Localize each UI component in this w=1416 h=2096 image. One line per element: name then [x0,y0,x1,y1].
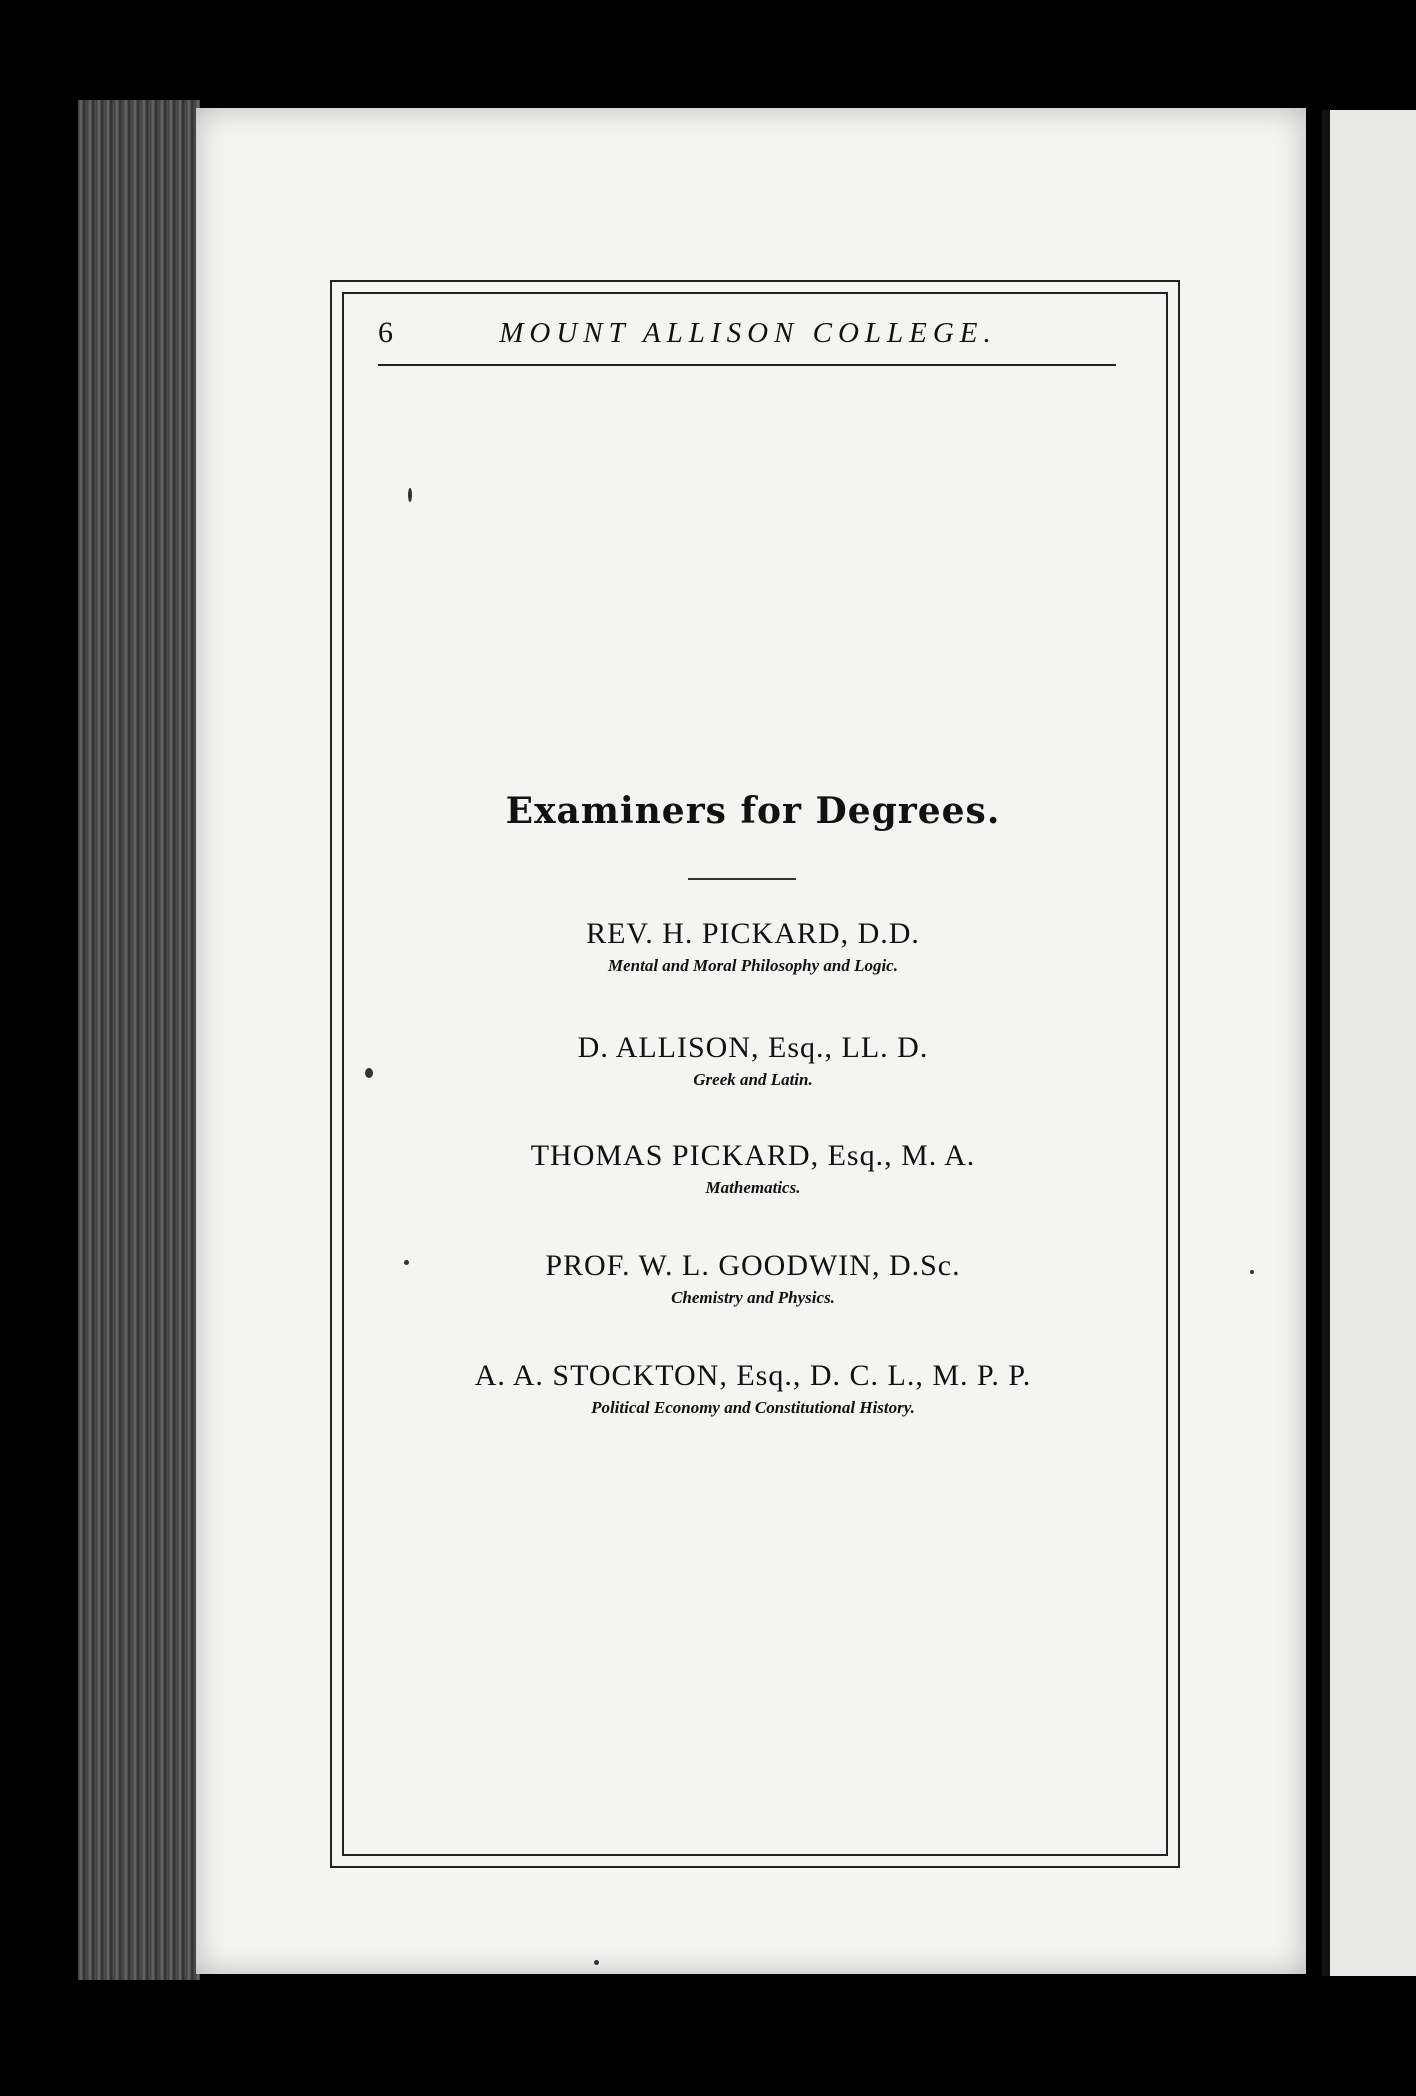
page-number: 6 [378,316,393,349]
examiner-entry [340,1248,1166,1310]
examiner-entry [340,1138,1166,1200]
scan-speck [594,1960,599,1965]
adjacent-page-edge [1322,110,1416,1976]
examiner-subject: Mathematics. [705,1178,801,1197]
running-title: MOUNT ALLISON COLLEGE. [499,316,997,349]
examiner-entry [340,1358,1166,1420]
examiner-entry [340,916,1166,978]
examiner-name: D. ALLISON, Esq., LL. D. [577,1031,929,1064]
examiner-name: REV. H. PICKARD, D.D. [586,917,920,950]
scan-speck [365,1068,373,1078]
examiner-subject: Greek and Latin. [693,1070,813,1089]
examiner-subject: Chemistry and Physics. [671,1288,835,1307]
scan-speck [404,1260,409,1265]
section-title: Examiners for Degrees. [505,790,1001,832]
scan-speck [408,488,412,502]
examiner-name: THOMAS PICKARD, Esq., M. A. [530,1139,976,1172]
examiner-entry [340,1030,1166,1092]
examiner-subject: Political Economy and Constitutional History. [591,1398,915,1417]
examiner-name: PROF. W. L. GOODWIN, D.Sc. [545,1249,961,1282]
examiner-name: A. A. STOCKTON, Esq., D. C. L., M. P. P. [474,1359,1032,1392]
header-rule [378,364,1116,366]
running-header [378,308,1118,358]
book-page-edges [78,100,200,1980]
examiner-subject: Mental and Moral Philosophy and Logic. [608,956,898,975]
title-rule [688,878,796,880]
scan-speck [1250,1270,1254,1274]
